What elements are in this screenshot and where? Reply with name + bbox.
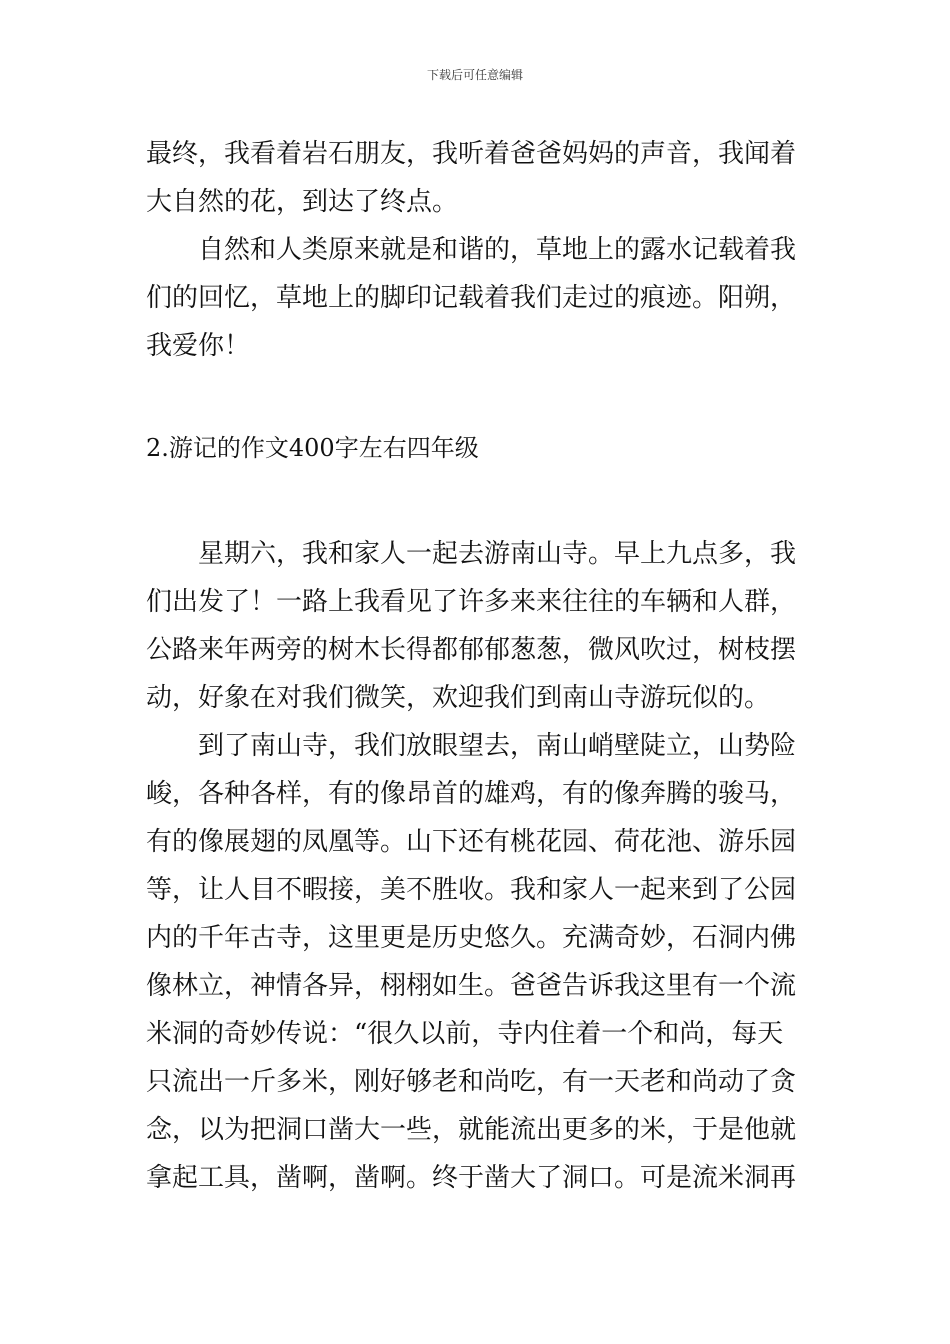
- text-line: 等，让人目不暇接，美不胜收。我和家人一起来到了公园: [146, 875, 797, 905]
- text-line: 们的回忆，草地上的脚印记载着我们走过的痕迹。阳朔，: [146, 283, 797, 313]
- text-line: 内的千年古寺，这里更是历史悠久。充满奇妙，石洞内佛: [146, 923, 797, 953]
- text-line: 最终，我看着岩石朋友，我听着爸爸妈妈的声音，我闻着: [146, 139, 797, 169]
- text-line: 只流出一斤多米，刚好够老和尚吃，有一天老和尚动了贪: [146, 1067, 797, 1097]
- text-line: 到了南山寺，我们放眼望去，南山峭壁陡立，山势险: [198, 731, 797, 761]
- text-line: 拿起工具，凿啊，凿啊。终于凿大了洞口。可是流米洞再: [146, 1163, 797, 1193]
- text-line: 有的像展翅的凤凰等。山下还有桃花园、荷花池、游乐园: [146, 827, 797, 857]
- paragraph-harmony: [146, 226, 811, 370]
- text-line: 自然和人类原来就是和谐的，草地上的露水记载着我: [198, 235, 797, 265]
- text-line: 米洞的奇妙传说：“很久以前，寺内住着一个和尚，每天: [146, 1019, 784, 1049]
- text-line: 峻，各种各样，有的像昂首的雄鸡，有的像奔腾的骏马，: [146, 779, 797, 809]
- paragraph-nanshan-temple: [146, 722, 811, 1202]
- paragraph-saturday: [146, 530, 811, 722]
- section-heading: 2.游记的作文400字左右四年级: [146, 434, 479, 462]
- paragraph-ending: [146, 130, 811, 226]
- text-line: 动，好象在对我们微笑，欢迎我们到南山寺游玩似的。: [146, 683, 771, 713]
- text-line: 们出发了！一路上我看见了许多来来往往的车辆和人群，: [146, 587, 797, 617]
- text-line: 星期六，我和家人一起去游南山寺。早上九点多，我: [198, 539, 797, 569]
- text-line: 公路来年两旁的树木长得都郁郁葱葱，微风吹过，树枝摆: [146, 635, 797, 665]
- text-line: 我爱你！: [146, 331, 251, 361]
- page-header-note: 下载后可任意编辑: [426, 68, 523, 82]
- text-line: 念，以为把洞口凿大一些，就能流出更多的米，于是他就: [146, 1115, 797, 1145]
- text-line: 大自然的花，到达了终点。: [146, 187, 459, 217]
- text-line: 像林立，神情各异，栩栩如生。爸爸告诉我这里有一个流: [146, 971, 797, 1001]
- spacer: [146, 472, 811, 530]
- spacer: [146, 370, 811, 424]
- document-body: [146, 130, 811, 1202]
